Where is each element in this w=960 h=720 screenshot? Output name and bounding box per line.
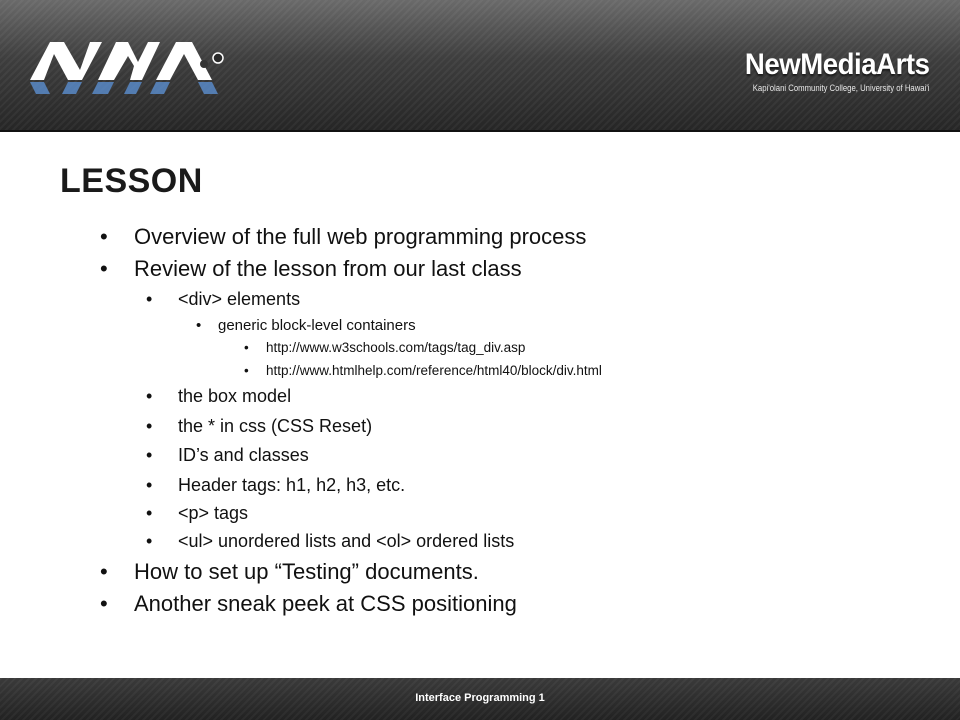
list-item-text: the box model <box>178 386 292 406</box>
list-item-text: ID’s and classes <box>178 445 309 465</box>
list-item <box>146 385 291 407</box>
list-item-text: generic block-level containers <box>218 317 416 334</box>
list-item-text: Overview of the full web programming process <box>134 224 587 249</box>
bullet-icon: • <box>146 503 153 523</box>
bullet-icon: • <box>146 531 153 551</box>
list-item <box>146 474 405 496</box>
list-item-text: <p> tags <box>178 503 249 523</box>
slide-header <box>0 0 960 132</box>
list-item-text: http://www.w3schools.com/tags/tag_div.asp <box>266 340 526 355</box>
list-item <box>244 339 525 356</box>
list-item-text: Review of the lesson from our last class <box>134 256 522 281</box>
list-item-text: http://www.htmlhelp.com/reference/html40/block/div.html <box>266 363 602 378</box>
brand-subtitle: Kapi'olani Community College, University of Hawai'i <box>753 83 930 93</box>
bullet-icon: • <box>100 224 108 249</box>
bullet-icon: • <box>196 317 202 334</box>
list-item-text: Another sneak peek at CSS positioning <box>134 591 517 616</box>
list-item <box>244 362 602 379</box>
list-item-text: <ul> unordered lists and <ol> ordered lists <box>178 531 515 551</box>
bullet-icon: • <box>146 416 153 436</box>
slide-title: LESSON <box>60 162 203 200</box>
list-item <box>100 559 479 585</box>
bullet-icon: • <box>100 591 108 616</box>
list-item <box>146 444 309 466</box>
list-item <box>100 591 517 617</box>
bullet-icon: • <box>244 363 249 378</box>
list-item <box>146 502 248 524</box>
nma-logo-icon <box>28 36 238 106</box>
list-item-text: How to set up “Testing” documents. <box>134 559 479 584</box>
footer-text: Interface Programming 1 <box>415 692 545 704</box>
bullet-icon: • <box>146 386 153 406</box>
list-item <box>146 288 300 310</box>
list-item-text: the * in css (CSS Reset) <box>178 416 373 436</box>
list-item <box>100 256 522 282</box>
bullet-icon: • <box>146 289 153 309</box>
bullet-icon: • <box>244 340 249 355</box>
bullet-icon: • <box>146 445 153 465</box>
list-item <box>196 316 416 335</box>
bullet-icon: • <box>100 256 108 281</box>
brand-block <box>724 50 930 94</box>
list-item-text: <div> elements <box>178 289 301 309</box>
list-item-text: Header tags: h1, h2, h3, etc. <box>178 475 406 495</box>
brand-name: NewMediaArts <box>745 48 930 81</box>
slide-footer <box>0 678 960 720</box>
list-item <box>146 530 514 552</box>
list-item <box>100 224 586 250</box>
bullet-icon: • <box>100 559 108 584</box>
list-item <box>146 415 372 437</box>
bullet-icon: • <box>146 475 153 495</box>
